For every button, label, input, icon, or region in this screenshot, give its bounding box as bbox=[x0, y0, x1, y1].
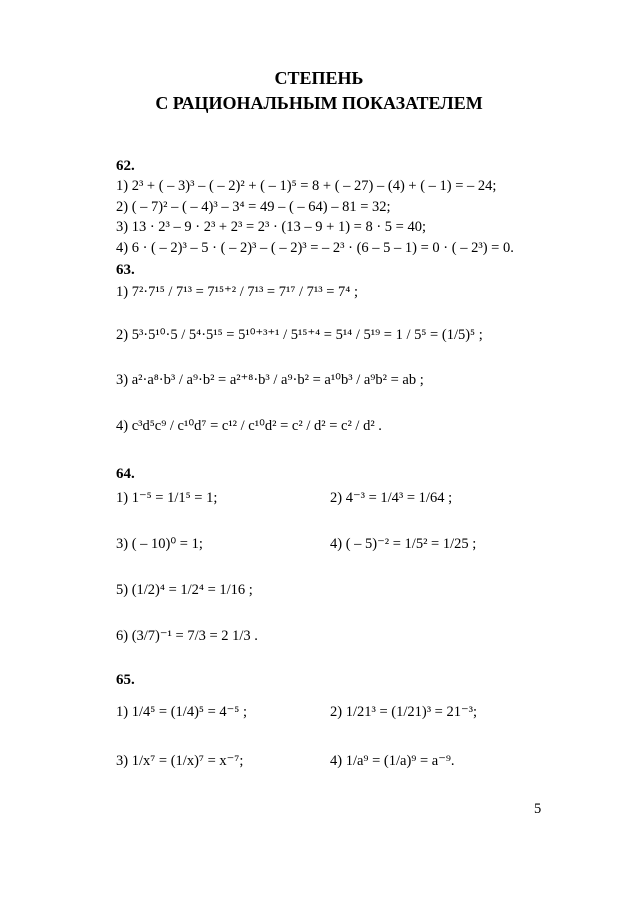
page-number: 5 bbox=[534, 801, 542, 817]
problem-65-item-4: 4) 1/a⁹ = (1/a)⁹ = a⁻⁹. bbox=[330, 753, 455, 769]
problem-65-item-1: 1) 1/4⁵ = (1/4)⁵ = 4⁻⁵ ; bbox=[116, 704, 247, 720]
problem-64-item-6: 6) (3/7)⁻¹ = 7/3 = 2 1/3 . bbox=[116, 628, 258, 644]
problem-64-item-4: 4) ( – 5)⁻² = 1/5² = 1/25 ; bbox=[330, 536, 477, 552]
problem-64-item-5: 5) (1/2)⁴ = 1/2⁴ = 1/16 ; bbox=[116, 582, 253, 598]
problem-64-label: 64. bbox=[116, 466, 135, 482]
problem-65-item-2: 2) 1/21³ = (1/21)³ = 21⁻³; bbox=[330, 704, 477, 720]
problem-63-row-4: 4) c³d⁵c⁹ / c¹⁰d⁷ = c¹² / c¹⁰d² = c² / d² = c² / d² . bbox=[116, 418, 382, 434]
problem-65-label: 65. bbox=[116, 672, 135, 688]
problem-64-item-2: 2) 4⁻³ = 1/4³ = 1/64 ; bbox=[330, 490, 453, 506]
problem-63-row-1: 1) 7²·7¹⁵ / 7¹³ = 7¹⁵⁺² / 7¹³ = 7¹⁷ / 7¹³ = 7⁴ ; bbox=[116, 284, 358, 300]
problem-63-row-2: 2) 5³·5¹⁰·5 / 5⁴·5¹⁵ = 5¹⁰⁺³⁺¹ / 5¹⁵⁺⁴ = 5¹⁴ / 5¹⁹ = 1 / 5⁵ = (1/5)⁵ ; bbox=[116, 327, 483, 343]
page-title-line-1: СТЕПЕНЬ bbox=[274, 68, 364, 88]
problem-64-item-1: 1) 1⁻⁵ = 1/1⁵ = 1; bbox=[116, 490, 218, 506]
page-title-line-2: С РАЦИОНАЛЬНЫМ ПОКАЗАТЕЛЕМ bbox=[155, 93, 483, 113]
problem-63-label: 63. bbox=[116, 262, 135, 278]
problem-64-item-3: 3) ( – 10)⁰ = 1; bbox=[116, 536, 203, 552]
problem-62-label: 62. bbox=[116, 158, 135, 174]
problem-62-line-2: 2) ( – 7)² – ( – 4)³ – 3⁴ = 49 – ( – 64) – 81 = 32; bbox=[116, 199, 391, 215]
problem-62-line-4: 4) 6 · ( – 2)³ – 5 · ( – 2)³ – ( – 2)³ = – 2³ · (6 – 5 – 1) = 0 · ( – 2³) = 0. bbox=[116, 240, 514, 256]
problem-62-line-1: 1) 2³ + ( – 3)³ – ( – 2)² + ( – 1)⁵ = 8 + ( – 27) – (4) + ( – 1) = – 24; bbox=[116, 178, 497, 194]
problem-65-item-3: 3) 1/x⁷ = (1/x)⁷ = x⁻⁷; bbox=[116, 753, 244, 769]
problem-63-row-3: 3) a²·a⁸·b³ / a⁹·b² = a²⁺⁸·b³ / a⁹·b² = a¹⁰b³ / a⁹b² = ab ; bbox=[116, 372, 424, 388]
problem-62-line-3: 3) 13 · 2³ – 9 · 2³ + 2³ = 2³ · (13 – 9 + 1) = 8 · 5 = 40; bbox=[116, 219, 426, 235]
